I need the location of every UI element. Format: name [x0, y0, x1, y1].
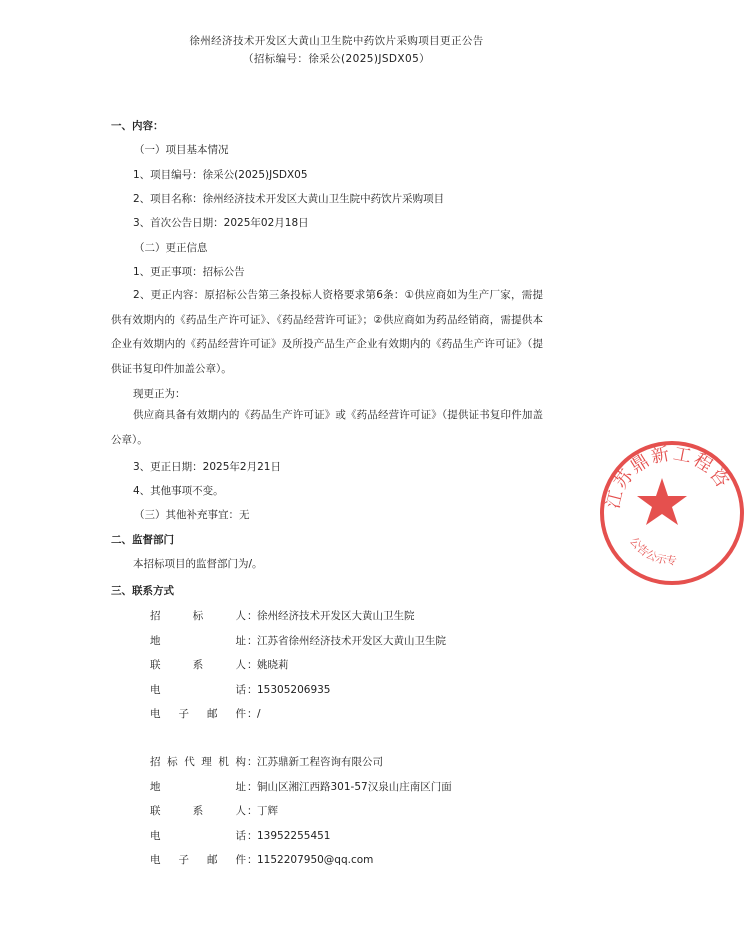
- agency-contact-colon: ：: [247, 780, 258, 793]
- tenderer-contact-label: 联 系 人: [150, 659, 246, 671]
- agency-contact-value: 丁辉: [257, 805, 278, 817]
- agency-contact-value: 铜山区湘江西路301-57汉泉山庄南区门面: [257, 780, 452, 793]
- agency-contact-label: 电 话: [150, 829, 246, 842]
- agency-contact-colon: ：: [247, 756, 258, 768]
- tenderer-contact-value: 江苏省徐州经济技术开发区大黄山卫生院: [257, 634, 446, 647]
- tenderer-contact-colon: ：: [247, 634, 258, 647]
- correction-matter: 1、更正事项：招标公告: [133, 266, 245, 278]
- company-seal: [597, 438, 747, 588]
- correction-content: 2、更正内容：原招标公告第三条投标人资格要求第6条：①供应商如为生产厂家，需提供有效期内的《药品生产许可证》、《药品经营许可证》；②供应商如为药品经销商，需提供本企业有效期内的《药品经营许可证》及所投产品生产企业有效期内的《药品生产许可证》（提供证书复印件加盖公章）。: [111, 289, 543, 375]
- svg-text:公告公示专: 公告公示专: [627, 534, 677, 568]
- project-name: 2、项目名称：徐州经济技术开发区大黄山卫生院中药饮片采购项目: [133, 193, 445, 205]
- agency-contact-row: [0, 804, 673, 818]
- tenderer-contact-row: [0, 707, 673, 721]
- tenderer-contact-colon: ：: [247, 659, 258, 671]
- first-announcement-date: 3、首次公告日期：2025年02月18日: [133, 217, 309, 229]
- other-matters: 4、其他事项不变。: [133, 485, 224, 497]
- correction-date: 3、更正日期：2025年2月21日: [133, 461, 281, 473]
- agency-contact-label: 地 址: [150, 780, 246, 793]
- tenderer-contact-label: 电 话: [150, 683, 246, 696]
- section-heading-content: 一、内容：: [111, 120, 164, 132]
- tenderer-contact-value: 姚晓莉: [257, 659, 289, 671]
- tenderer-contact-value: 徐州经济技术开发区大黄山卫生院: [257, 610, 415, 622]
- svg-text:江苏鼎新工程咨: 江苏鼎新工程咨: [602, 443, 734, 511]
- tenderer-contact-label: 电 子 邮 件: [150, 708, 246, 720]
- agency-contact-value: 1152207950@qq.com: [257, 854, 374, 866]
- tenderer-contact-label: 招 标 人: [150, 610, 246, 622]
- agency-contact-row: [0, 780, 673, 794]
- agency-contact-colon: ：: [247, 854, 258, 866]
- tenderer-contact-value: /: [257, 708, 261, 720]
- tenderer-contact-colon: ：: [247, 610, 258, 622]
- changed-to-label: 现更正为：: [133, 388, 186, 400]
- agency-contact-colon: ：: [247, 829, 258, 842]
- tenderer-contact-colon: ：: [247, 708, 258, 720]
- tenderer-contact-row: [0, 683, 673, 697]
- basic-info-heading: （一）项目基本情况: [134, 144, 229, 156]
- agency-contact-value: 13952255451: [257, 829, 331, 842]
- section-heading-supervision: 二、监督部门: [111, 534, 174, 546]
- tenderer-contact-row: [0, 609, 673, 623]
- agency-contact-row: [0, 755, 673, 769]
- section-heading-contact: 三、联系方式: [111, 585, 174, 597]
- agency-contact-label: 电 子 邮 件: [150, 854, 246, 866]
- tenderer-contact-row: [0, 658, 673, 672]
- tenderer-contact-colon: ：: [247, 683, 258, 696]
- document-title: 徐州经济技术开发区大黄山卫生院中药饮片采购项目更正公告: [189, 35, 484, 47]
- tenderer-contact-row: [0, 634, 673, 648]
- agency-contact-colon: ：: [247, 805, 258, 817]
- agency-contact-label: 招 标 代 理 机 构: [150, 756, 246, 768]
- correction-info-heading: （二）更正信息: [134, 242, 208, 254]
- agency-contact-label: 联 系 人: [150, 805, 246, 817]
- other-supplement: （三）其他补充事宜：无: [134, 509, 250, 521]
- project-number: 1、项目编号：徐采公(2025)JSDX05: [133, 169, 308, 181]
- tenderer-contact-label: 地 址: [150, 634, 246, 647]
- changed-to-text: 供应商具备有效期内的《药品生产许可证》或《药品经营许可证》（提供证书复印件加盖公章）。: [111, 409, 543, 446]
- tenderer-contact-value: 15305206935: [257, 683, 331, 696]
- tender-number: （招标编号：徐采公(2025)JSDX05）: [242, 53, 431, 65]
- agency-contact-value: 江苏鼎新工程咨询有限公司: [257, 756, 383, 768]
- agency-contact-row: [0, 829, 673, 843]
- supervision-text: 本招标项目的监督部门为/。: [133, 558, 263, 570]
- agency-contact-row: [0, 853, 673, 867]
